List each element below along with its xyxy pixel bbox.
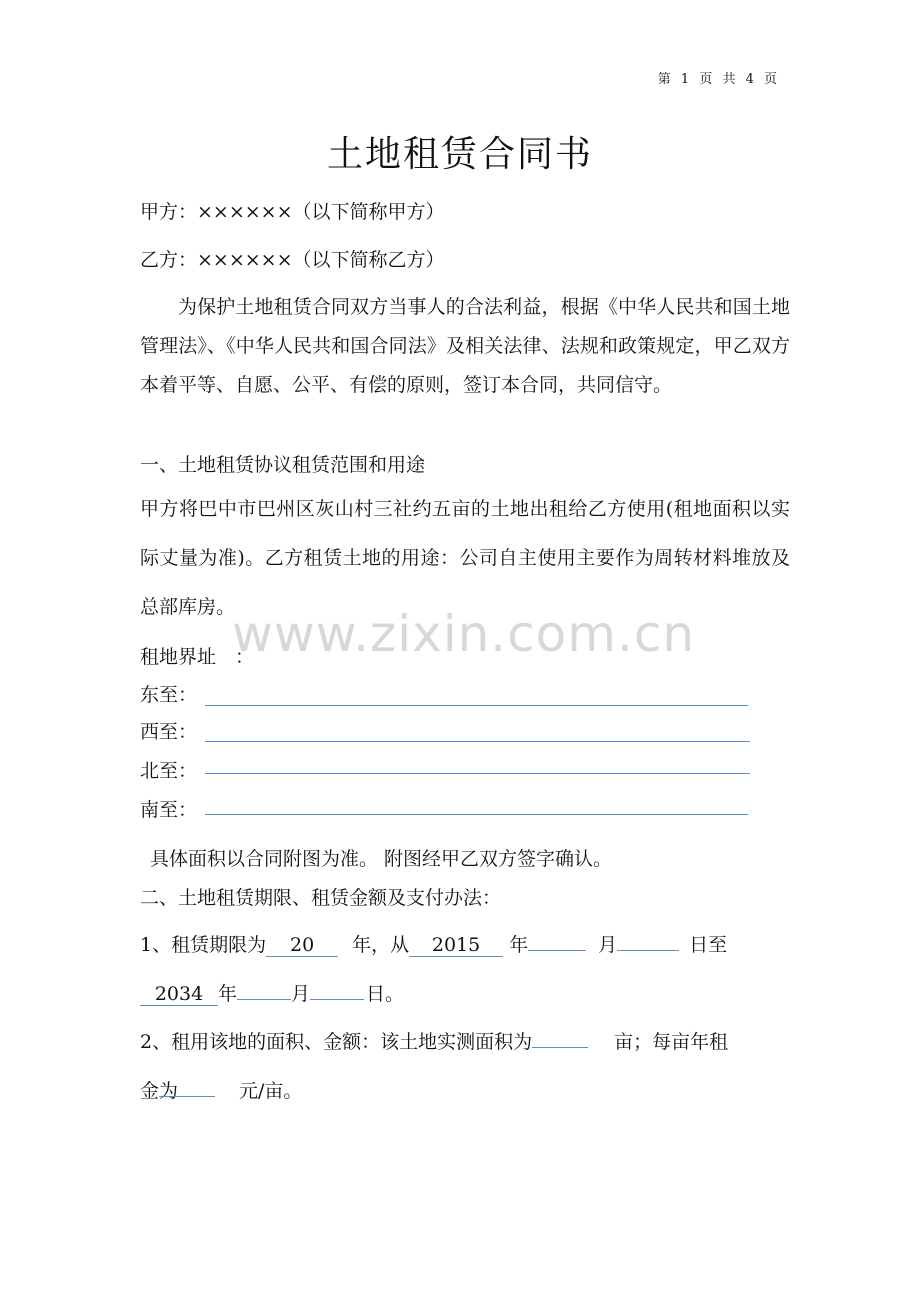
lease-term-line-2 — [140, 979, 404, 1006]
watermark: www.zixin.com.cn — [232, 605, 696, 663]
preamble-paragraph: 为保护土地租赁合同双方当事人的合法利益，根据《中华人民共和国土地管理法》、《中华人民共和国合同法》及相关法律、法规和政策规定，甲乙双方本着平等、自愿、公平、有偿的原则，签订本合同，共同信守。 — [140, 296, 790, 396]
rent-prefix: 金为 — [140, 1080, 179, 1102]
lease-term-line-1 — [140, 930, 727, 957]
area-note: 具体面积以合同附图为准。 附图经甲乙双方签字确认。 — [150, 848, 613, 870]
north-boundary-line — [205, 773, 750, 774]
east-boundary-line — [205, 705, 748, 706]
start-month-field[interactable] — [528, 950, 586, 951]
section1-body: 甲方将巴中市巴州区灰山村三社约五亩的土地出租给乙方使用(租地面积以实际丈量为准)。乙方租赁土地的用途：公司自主使用主要作为周转材料堆放及总部库房。 — [140, 498, 790, 618]
west-boundary-line — [205, 741, 750, 742]
start-day-to-text: 日至 — [689, 934, 728, 956]
start-year-word: 年 — [509, 934, 529, 956]
rent-amount-field[interactable] — [159, 1096, 215, 1097]
start-month-word: 月 — [598, 934, 618, 956]
area-amount-line-1 — [140, 1027, 728, 1054]
rent-unit-text: 元/亩。 — [239, 1080, 303, 1102]
south-boundary-line — [205, 814, 748, 815]
lease-term-prefix: 1、租赁期限为 — [140, 934, 267, 956]
lease-years-field[interactable]: 20 — [266, 934, 338, 957]
end-day-field[interactable] — [310, 999, 364, 1000]
area-amount-text: 2、租用该地的面积、金额：该土地实测面积为 — [140, 1031, 533, 1053]
west-boundary-label: 西至： — [140, 721, 198, 743]
boundary-label: 租地界址 ： — [140, 646, 255, 668]
document-title: 土地租赁合同书 — [326, 134, 593, 175]
lease-from-text: 年，从 — [352, 934, 410, 956]
page-number: 第 1 页 共 4 页 — [657, 72, 780, 87]
party-a: 甲方：××××××（以下简称甲方） — [140, 201, 445, 223]
end-year-word: 年 — [218, 983, 238, 1005]
east-boundary-label: 东至： — [140, 684, 198, 706]
start-day-field[interactable] — [617, 950, 679, 951]
start-year-field[interactable]: 2015 — [409, 934, 503, 957]
end-day-word: 日。 — [366, 983, 405, 1005]
end-month-word: 月 — [291, 983, 311, 1005]
area-amount-line-2 — [140, 1076, 302, 1103]
north-boundary-label: 北至： — [140, 760, 198, 782]
section2-heading: 二、土地租赁期限、租赁金额及支付办法： — [140, 887, 502, 909]
end-year-field[interactable]: 2034 — [140, 983, 218, 1006]
area-mu-text: 亩；每亩年租 — [614, 1031, 729, 1053]
south-boundary-label: 南至： — [140, 799, 198, 821]
section1-heading: 一、土地租赁协议租赁范围和用途 — [140, 454, 426, 476]
end-month-field[interactable] — [237, 999, 291, 1000]
area-mu-field[interactable] — [532, 1047, 588, 1048]
party-b: 乙方：××××××（以下简称乙方） — [140, 249, 445, 271]
